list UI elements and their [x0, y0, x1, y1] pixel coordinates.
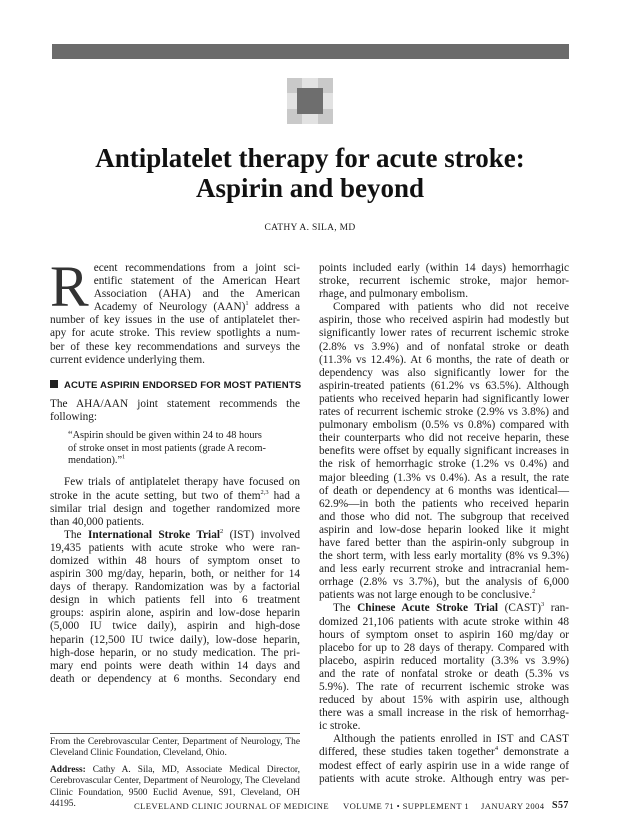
body-line: reduced by about 15% with aspirin use, although [319, 694, 569, 707]
body-line: significantly lower rates of recurrent ischemic stroke [319, 327, 569, 340]
body-line: high-dose heparin, or no study medication. The pri- [50, 646, 300, 659]
body-line: Compared with patients who did not receive [333, 301, 569, 314]
issue-date: JANUARY 2004 [481, 801, 545, 811]
body-line: orrhage (2.8% vs 3.7%), but the analysis of 6,000 [319, 576, 569, 589]
header-bar [52, 44, 569, 59]
body-line: the short term, with less early mortality (8% vs 9.3%) [319, 550, 569, 563]
body-line: (5,000 IU twice daily), aspirin and high-dose [50, 620, 300, 633]
body-line: than 40,000 patients. [50, 515, 145, 528]
journal-name: CLEVELAND CLINIC JOURNAL OF MEDICINE [134, 801, 330, 811]
address-note: Address: Cathy A. Sila, MD, Associate Medical Director, Cerebrovascular Center, Department of Neurology, The Cleveland Clinic Foundation, 9500 Euclid Avenue, S91, Cleveland, OH 44195. [50, 764, 300, 810]
body-line: differed, these studies taken together$^4$ demonstrate a [319, 745, 569, 759]
lead-line: current evidence underlying them. [50, 353, 205, 366]
drop-cap: R [50, 254, 89, 319]
body-line: patients with acute stroke. Although entry was per- [319, 772, 569, 785]
journal-logo-icon [287, 78, 333, 124]
left-column [50, 254, 300, 367]
lead-line: apy for acute stroke. This review spotlights a num- [50, 327, 300, 340]
lead-line: entific statement of the American Heart [93, 275, 300, 288]
lead-line: ber of these key recommendations and surveys the [50, 340, 300, 353]
body-line: heparin (12,500 IU twice daily), low-dose heparin, [50, 633, 300, 646]
body-line: and those who did not. The subgroup that received [319, 510, 569, 523]
lead-line: Association (AHA) and the American [93, 288, 300, 301]
body-line: there was a small increase in the risk of hemorrhag- [319, 707, 569, 720]
body-line: their counterparts who did not receive heparin, these [319, 432, 569, 445]
article-title [40, 143, 580, 203]
left-column-body [50, 398, 300, 686]
block-quote: “Aspirin should be given within 24 to 48 hours of stroke onset in most patients (grade A recom- mendation).”$^1$ [68, 430, 266, 466]
lead-line: ecent recommendations from a joint sci- [93, 262, 300, 274]
lead-paragraph [50, 254, 300, 367]
right-column [319, 262, 569, 786]
lead-line: number of key issues in the use of antiplatelet ther- [50, 314, 300, 327]
body-line: hours of symptom onset to aspirin 160 mg/day or [319, 628, 569, 641]
body-line: The International Stroke Trial$^2$ (IST) involved [64, 528, 300, 541]
body-line: placebo, aspirin reduced mortality (3.3% vs 3.9%) [319, 654, 569, 667]
author-byline: CATHY A. SILA, MD [264, 223, 356, 233]
body-line: aspirin-treated patients (61.2% vs 63.5%). Although [319, 379, 569, 392]
body-line: the risk of hemorrhagic stroke (1.2% vs 0.4%) and [319, 458, 569, 471]
body-line: benefits were offset by equally significant increases in [319, 445, 569, 458]
body-line: and less early recurrent stroke and intracranial hem- [319, 563, 569, 576]
body-line: domized within 48 hours of symptom onset to [50, 554, 300, 567]
footnote-divider [50, 733, 300, 734]
body-line: 19,435 patients with acute stroke who were ran- [50, 541, 300, 554]
body-line: pulmonary embolism (0.5% vs 0.8%) compared with [319, 419, 569, 432]
body-line: mary end points were death within 14 days and [50, 659, 300, 672]
body-line: days of therapy. Randomization was by a factorial [50, 581, 300, 594]
body-line: The Chinese Acute Stroke Trial (CAST)$^3$ ran- [333, 601, 569, 615]
title-line-2: Aspirin and beyond [195, 173, 425, 203]
body-line: following: [50, 411, 98, 424]
volume-info: VOLUME 71 • SUPPLEMENT 1 [343, 801, 470, 811]
body-line: groups: aspirin alone, aspirin and low-dose heparin [50, 607, 300, 620]
body-line: rates of recurrent ischemic stroke (2.9% vs 3.8%) and [319, 406, 569, 419]
body-line: design in which patients fell into 6 treatment [50, 594, 300, 607]
body-line: The AHA/AAN joint statement recommends the [50, 398, 300, 410]
affiliation-note: From the Cerebrovascular Center, Department of Neurology, The Cleveland Clinic Foundation, Cleveland, Ohio. [50, 737, 300, 759]
body-line: of death or dependency at 6 months was identical— [319, 484, 569, 497]
body-line: ic stroke. [319, 720, 361, 733]
body-line: aspirin 300 mg/day, heparin, both, or neither for 14 [50, 568, 300, 581]
body-line: similar trial design and together randomized more [50, 502, 300, 515]
body-line: patients who received heparin had significantly lower [319, 392, 569, 405]
body-line: dependency was also significantly lower for the [319, 366, 569, 379]
body-line: (2.8% vs 3.9%) and of nonfatal stroke or death [319, 340, 569, 353]
body-line: placebo for up to 28 days of therapy. Compared with [319, 641, 569, 654]
body-line: rhage, and pulmonary embolism. [319, 288, 469, 301]
body-line: 5.9%). The rate of recurrent ischemic stroke was [319, 681, 569, 693]
body-line: patients was not large enough to be conclusive.$^2$ [319, 588, 536, 602]
page-number: S57 [552, 800, 569, 811]
section-square-icon [50, 380, 58, 388]
body-line: stroke, recurrent ischemic stroke, major hemor- [319, 275, 569, 288]
body-line: 62.9%—in both the patients who received heparin [319, 497, 569, 510]
body-line: aspirin and low-dose heparin looked like it might [319, 523, 569, 536]
body-line: domized 21,106 patients with acute stroke within 48 [319, 615, 569, 628]
footnote [50, 737, 300, 810]
body-line: stroke in the acute setting, but two of them$^{2,3}$ had a [50, 488, 300, 502]
body-line: major bleeding (1.3% vs 0.4%). As a result, the rate [319, 471, 569, 484]
body-line: (11.3% vs 12.4%). At 6 months, the rate of death or [319, 353, 569, 366]
body-line: and the rate of nonfatal stroke or death (5.3% vs [319, 667, 569, 680]
body-line: modest effect of early aspirin use in a wide range of [319, 759, 569, 772]
body-line: Although the patients enrolled in IST and CAST [333, 733, 569, 746]
section-heading: ACUTE ASPIRIN ENDORSED FOR MOST PATIENTS [50, 380, 300, 391]
body-line: death or dependency at 6 months. Secondary end [50, 672, 300, 685]
body-line: points included early (within 14 days) hemorrhagic [319, 262, 569, 274]
body-line: aspirin, those who received aspirin had modestly but [319, 314, 569, 327]
title-line-1: Antiplatelet therapy for acute stroke: [95, 143, 525, 173]
body-line: Few trials of antiplatelet therapy have focused on [64, 476, 300, 489]
body-line: have fared better than the aspirin-only subgroup in [319, 536, 569, 549]
lead-line: Academy of Neurology (AAN)$^1$ address a [93, 300, 300, 314]
